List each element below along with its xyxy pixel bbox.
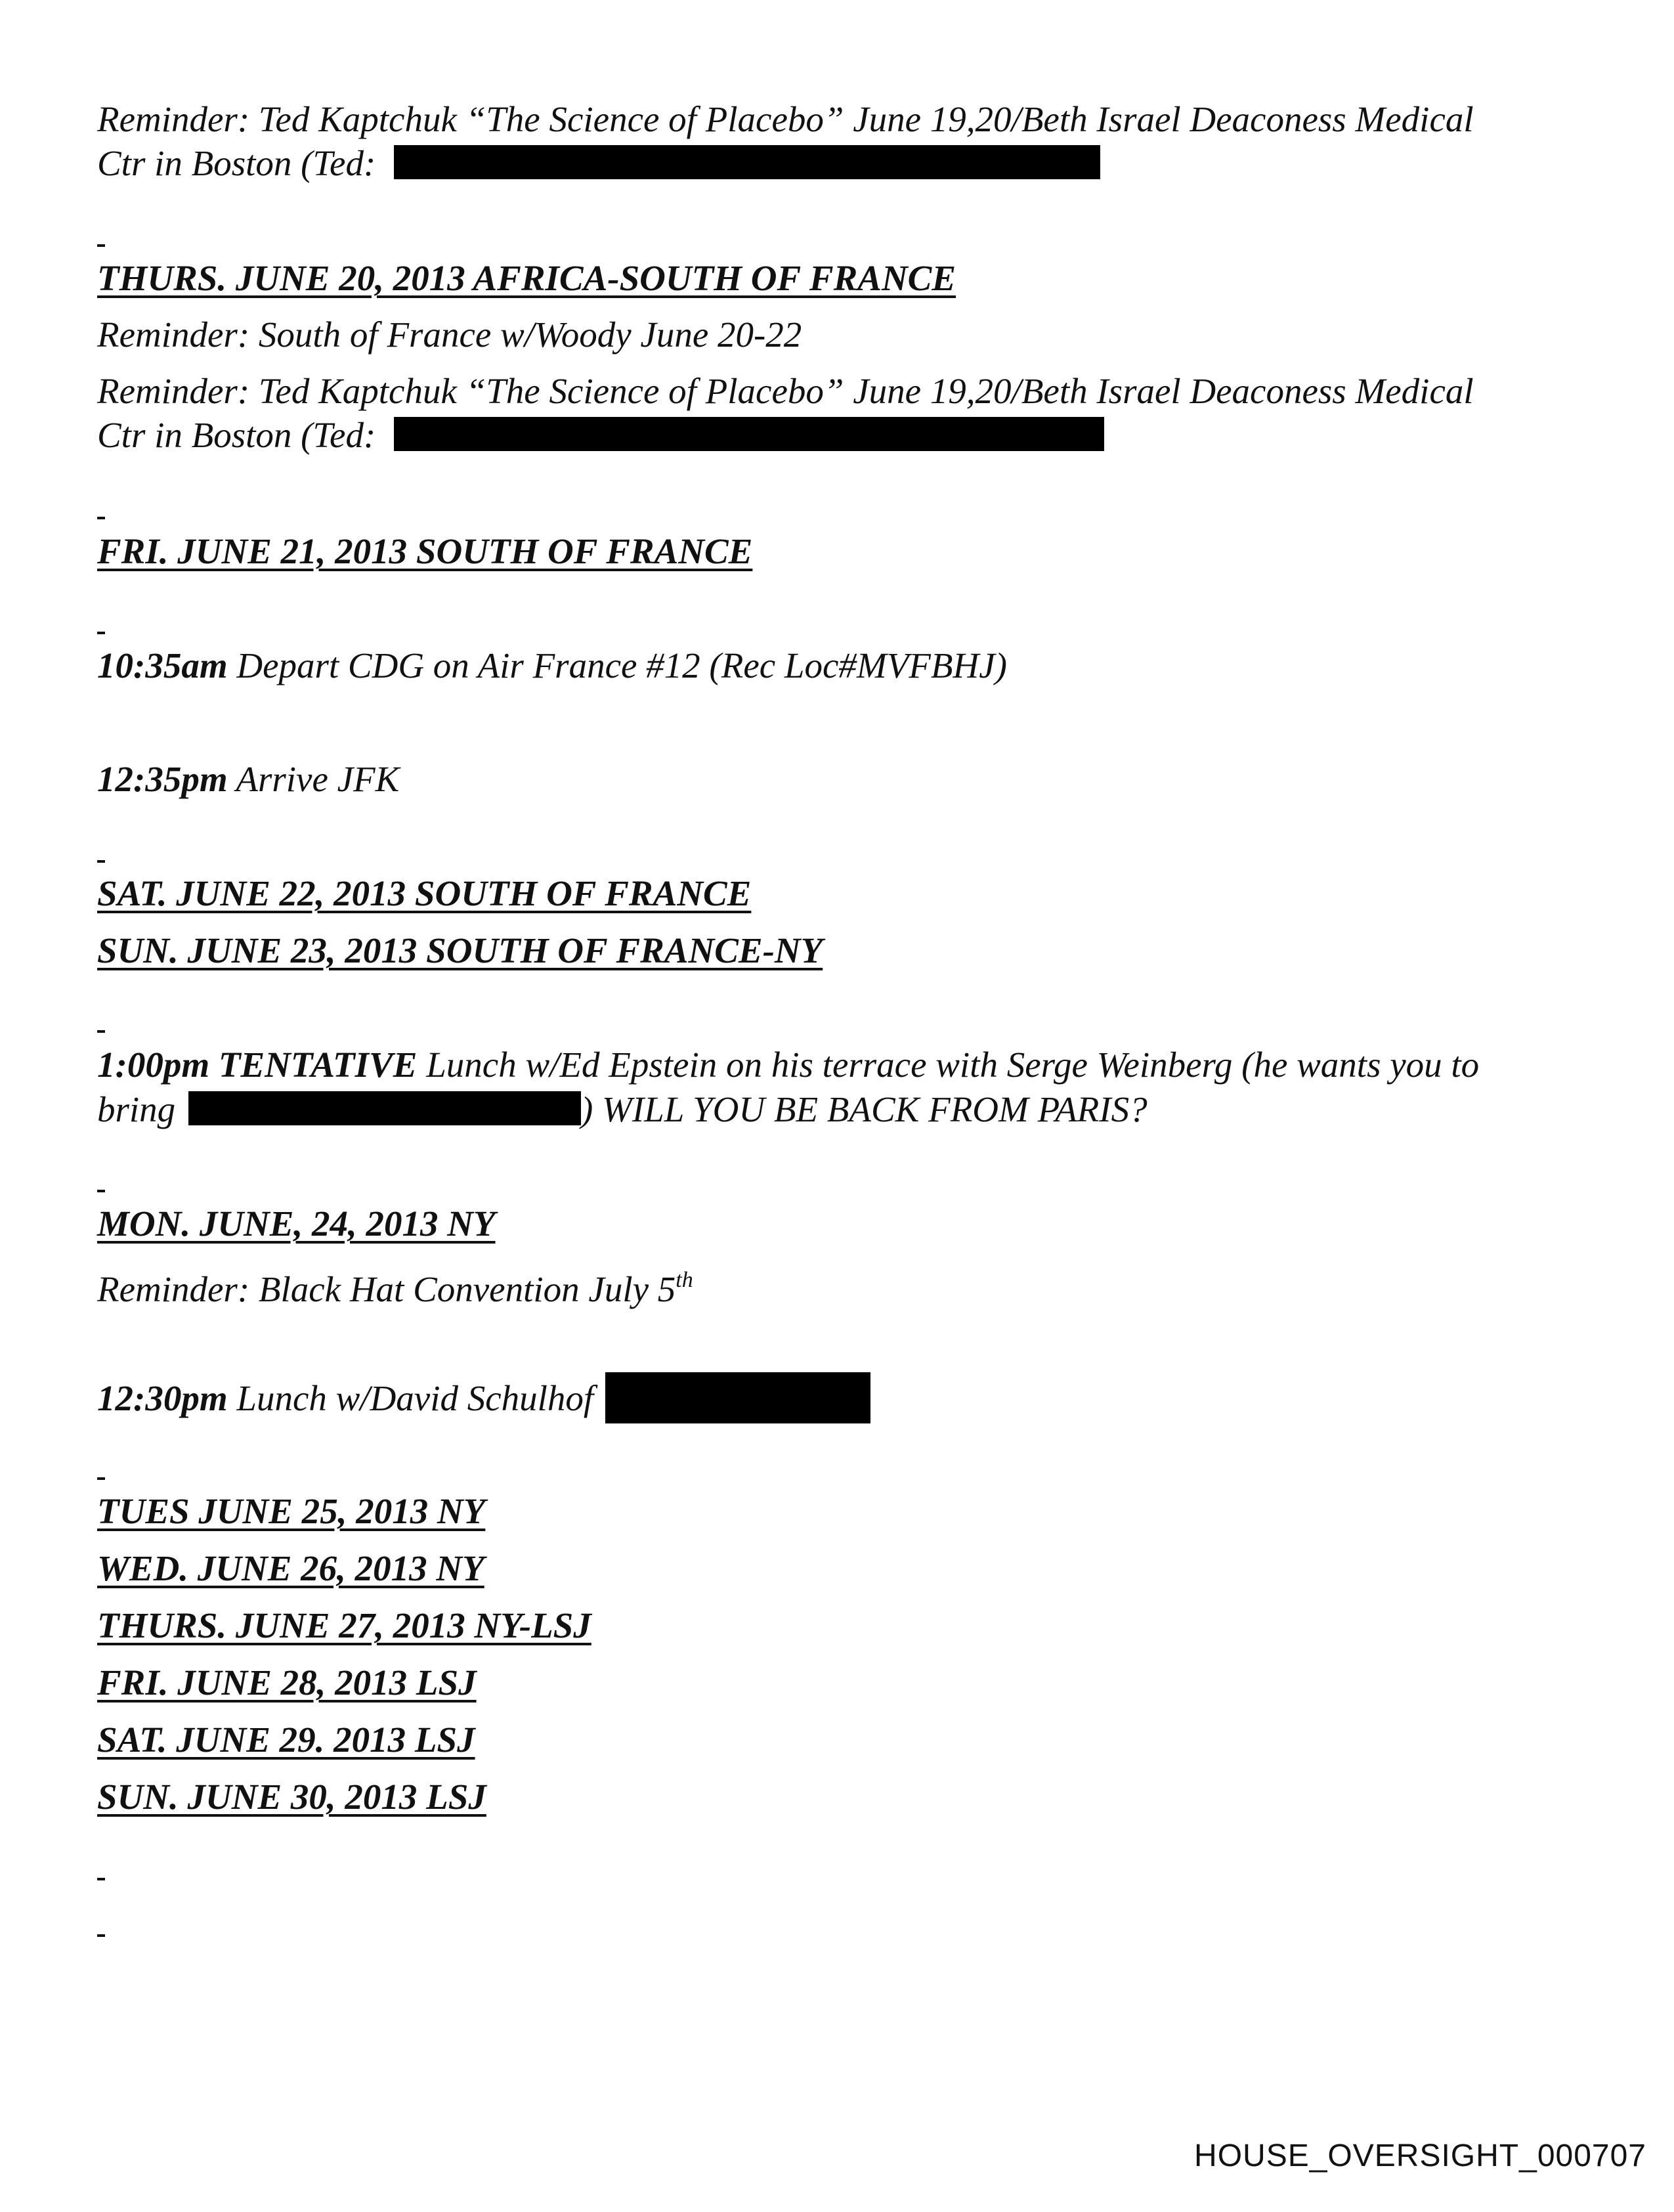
day-heading-jun27: THURS. JUNE 27, 2013 NY-LSJ [97, 1605, 591, 1645]
event-time: 1:00pm TENTATIVE [97, 1045, 418, 1085]
event-description-part: ) WILL YOU BE BACK FROM PARIS? [580, 1089, 1148, 1129]
day-heading-jun20: THURS. JUNE 20, 2013 AFRICA-SOUTH OF FRANCE [97, 258, 956, 298]
separator-dash [97, 1878, 105, 1880]
day-heading-jun29: SAT. JUNE 29. 2013 LSJ [97, 1720, 475, 1760]
day-heading-jun24: MON. JUNE, 24, 2013 NY [97, 1204, 496, 1244]
event-description: Lunch w/Ed Epstein on his terrace with Serge Weinberg (he wants you to [417, 1045, 1480, 1085]
reminder-kaptchuk-2-line2-text: Ctr in Boston (Ted: [97, 415, 376, 455]
day-heading-jun23: SUN. JUNE 23, 2013 SOUTH OF FRANCE-NY [97, 930, 823, 970]
event-lunch-schulhof [97, 1372, 870, 1423]
event-time: 10:35am [97, 645, 228, 685]
day-heading-jun30: SUN. JUNE 30, 2013 LSJ [97, 1777, 486, 1817]
superscript: th [676, 1268, 693, 1292]
event-arrive-jfk [97, 758, 399, 800]
redaction-box [394, 145, 1100, 179]
separator-dash [97, 1934, 105, 1937]
separator-dash [97, 517, 105, 519]
day-heading-jun21: FRI. JUNE 21, 2013 SOUTH OF FRANCE [97, 531, 753, 571]
separator-dash [97, 860, 105, 863]
redaction-box [605, 1372, 870, 1423]
day-heading-jun26: WED. JUNE 26, 2013 NY [97, 1548, 484, 1588]
reminder-text: Reminder: Black Hat Convention July 5 [97, 1269, 676, 1309]
event-description-part: bring [97, 1089, 176, 1129]
redaction-box [188, 1091, 581, 1125]
separator-dash [97, 244, 105, 247]
reminder-kaptchuk-line2-text: Ctr in Boston (Ted: [97, 143, 376, 183]
reminder-kaptchuk-2-line2 [97, 414, 1104, 456]
reminder-south-of-france: Reminder: South of France w/Woody June 20-22 [97, 314, 802, 355]
event-lunch-ed-epstein-line1 [97, 1044, 1479, 1086]
reminder-kaptchuk-line2 [97, 142, 1100, 184]
separator-dash [97, 1190, 105, 1192]
reminder-kaptchuk-line1: Reminder: Ted Kaptchuk “The Science of Placebo” June 19,20/Beth Israel Deaconess Medical [97, 99, 1474, 139]
separator-dash [97, 632, 105, 634]
event-description: Lunch w/David Schulhof [227, 1378, 594, 1418]
event-lunch-ed-epstein-line2 [97, 1089, 1148, 1131]
bates-number: HOUSE_OVERSIGHT_000707 [1194, 2138, 1646, 2173]
redaction-box [394, 417, 1104, 451]
reminder-black-hat [97, 1259, 693, 1311]
event-depart-cdg [97, 645, 1007, 687]
reminder-kaptchuk-2-line1: Reminder: Ted Kaptchuk “The Science of Placebo” June 19,20/Beth Israel Deaconess Medical [97, 371, 1474, 411]
day-heading-jun28: FRI. JUNE 28, 2013 LSJ [97, 1662, 477, 1702]
day-heading-jun22: SAT. JUNE 22, 2013 SOUTH OF FRANCE [97, 873, 752, 913]
separator-dash [97, 1030, 105, 1033]
day-heading-jun25: TUES JUNE 25, 2013 NY [97, 1491, 486, 1531]
event-description: Arrive JFK [227, 759, 400, 799]
event-description: Depart CDG on Air France #12 (Rec Loc#MVFBHJ) [227, 645, 1007, 685]
separator-dash [97, 1477, 105, 1480]
event-time: 12:35pm [97, 759, 228, 799]
event-time: 12:30pm [97, 1378, 228, 1418]
